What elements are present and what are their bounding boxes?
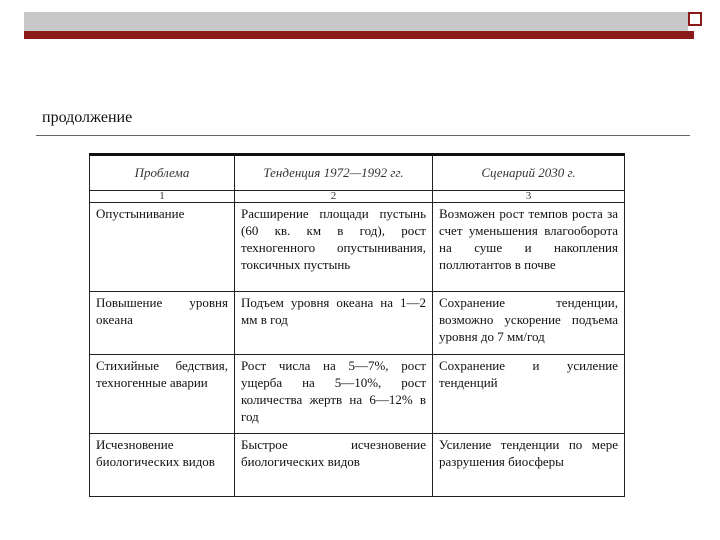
scenario-cell: Сохранение и усиление тенденций [433,355,625,434]
trend-cell: Рост числа на 5—7%, рост ущерба на 5—10%, рост количества жертв на 6—12% в год [235,355,433,434]
header-accent-bar [24,31,694,39]
table-row [90,203,625,292]
problem-cell: Опустынивание [90,203,235,292]
problem-cell: Исчезновение биологических видов [90,434,235,497]
trend-cell: Быстрое исчезновение биологических видов [235,434,433,497]
column-number: 3 [433,191,625,203]
header-scenario: Сценарий 2030 г. [433,155,625,191]
header-gray-bar [24,12,688,32]
scenario-cell: Сохранение тенденции, возможно ускорение подъема уровня до 7 мм/год [433,292,625,355]
corner-square-icon [688,12,702,26]
problem-cell: Повышение уровня океана [90,292,235,355]
trend-cell: Подъем уровня океана на 1—2 мм в год [235,292,433,355]
scenario-cell: Возможен рост темпов роста за счет уменьшения влагооборота на суше и накопления поллютантов в почве [433,203,625,292]
scenario-cell: Усиление тенденции по мере разрушения биосферы [433,434,625,497]
column-number: 2 [235,191,433,203]
slide-subtitle: продолжение [42,109,133,126]
table-row [90,292,625,355]
column-number-row [90,191,625,203]
problems-table-container [89,153,624,505]
table-header-row [90,155,625,191]
column-number: 1 [90,191,235,203]
trend-cell: Расширение площади пустынь (60 кв. км в год), рост техногенного опустынивания, токсичных пустынь [235,203,433,292]
table-row [90,355,625,434]
header-trend: Тенденция 1972—1992 гг. [235,155,433,191]
problems-table [89,153,625,497]
table-row [90,434,625,497]
problem-cell: Стихийные бедствия, техногенные аварии [90,355,235,434]
subtitle-divider [36,135,690,136]
header-problem: Проблема [90,155,235,191]
